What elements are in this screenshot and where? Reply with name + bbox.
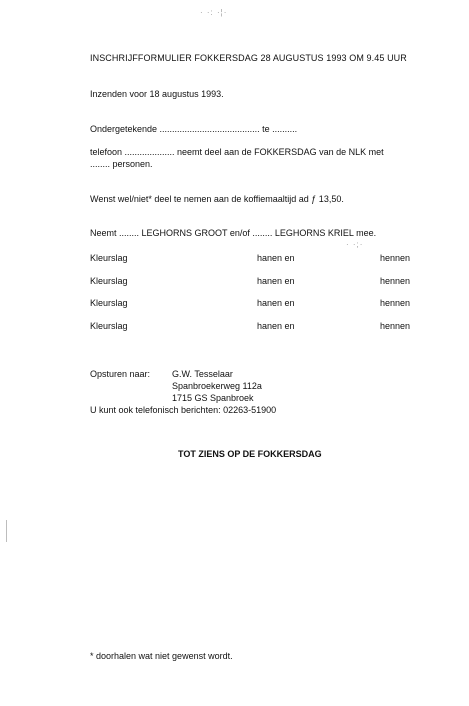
scan-speck-middle: · ·;· (346, 240, 364, 249)
send-to-label: Opsturen naar: (90, 369, 151, 379)
deadline-text: Inzenden voor 18 augustus 1993. (90, 89, 224, 99)
footnote: * doorhalen wat niet gewenst wordt. (90, 651, 233, 661)
color-row-1-label: Kleurslag (90, 253, 128, 263)
bring-line: Neemt ........ LEGHORNS GROOT en/of ........ LEGHORNS KRIEL mee. (90, 228, 377, 238)
color-row-4-roosters: hanen en (257, 321, 295, 331)
color-row-1-roosters: hanen en (257, 253, 295, 263)
closing-text: TOT ZIENS OP DE FOKKERSDAG (178, 449, 322, 459)
color-row-2-label: Kleurslag (90, 276, 128, 286)
address-line-2: Spanbroekerweg 112a (172, 381, 262, 391)
color-row-4-label: Kleurslag (90, 321, 128, 331)
signer-line: Ondergetekende ........................................ te .......... (90, 124, 298, 134)
address-line-1: G.W. Tesselaar (172, 369, 233, 379)
persons-line: ........ personen. (90, 159, 153, 169)
address-line-3: 1715 GS Spanbroek (172, 393, 254, 403)
scan-speck-top: · ·: ·¦· (200, 8, 228, 17)
color-row-2-roosters: hanen en (257, 276, 295, 286)
color-row-3-roosters: hanen en (257, 298, 295, 308)
color-row-2-hens: hennen (380, 276, 411, 286)
left-margin-mark (6, 520, 7, 542)
form-title: INSCHRIJFFORMULIER FOKKERSDAG 28 AUGUSTUS 1993 OM 9.45 UUR (90, 53, 407, 63)
color-row-3-hens: hennen (380, 298, 411, 308)
meal-line: Wenst wel/niet* deel te nemen aan de koffiemaaltijd ad ƒ 13,50. (90, 194, 344, 204)
phone-message: U kunt ook telefonisch berichten: 02263-51900 (90, 405, 277, 415)
color-row-3-label: Kleurslag (90, 298, 128, 308)
color-row-4-hens: hennen (380, 321, 411, 331)
phone-line: telefoon .................... neemt deel aan de FOKKERSDAG van de NLK met (90, 147, 384, 157)
color-row-1-hens: hennen (380, 253, 411, 263)
